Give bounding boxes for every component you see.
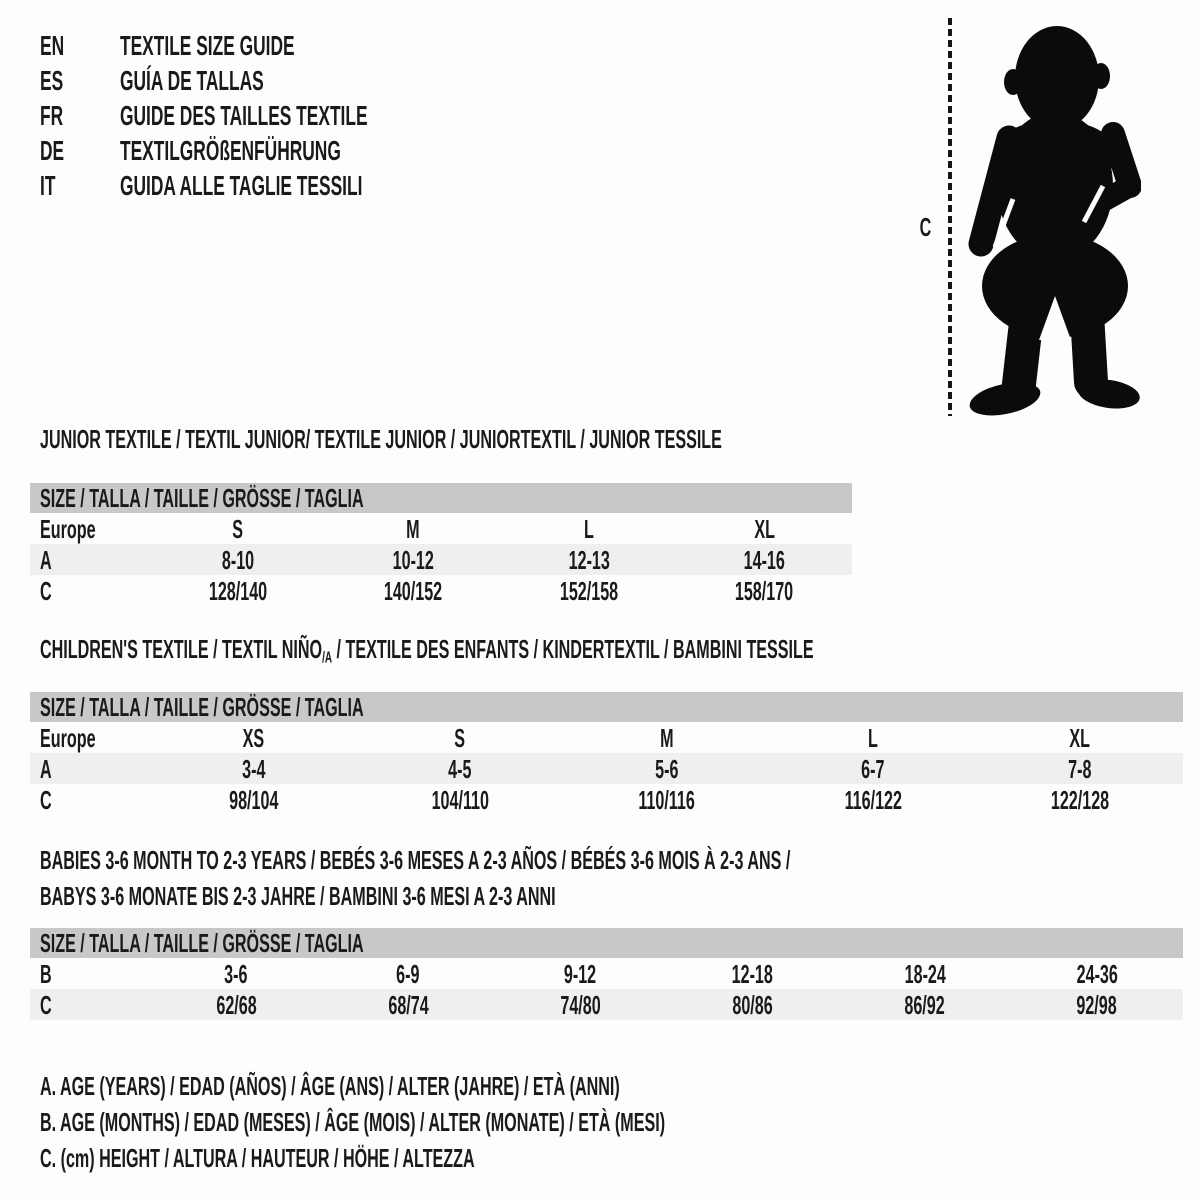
babies-section-title-line1: BABIES 3-6 MONTH TO 2-3 YEARS / BEBÉS 3-6 MESES A 2-3 AÑOS / BÉBÉS 3-6 MOIS À 2-3 ANS /: [40, 845, 791, 875]
babies-age-months-row: [30, 958, 1183, 989]
footnote-height-cm: C. (cm) HEIGHT / ALTURA / HAUTEUR / HÖHE / ALTEZZA: [40, 1143, 475, 1173]
lang-row-it: [40, 168, 519, 203]
lang-row-de: [40, 133, 519, 168]
footnote-age-months: B. AGE (MONTHS) / EDAD (MESES) / ÂGE (MOIS) / ALTER (MONATE) / ETÀ (MESI): [40, 1107, 666, 1137]
lang-code-fr: FR: [40, 99, 64, 131]
children-height-row: [30, 784, 1183, 815]
age-value: 12-13: [568, 544, 610, 575]
babies-height-row: [30, 989, 1183, 1020]
row-label: A: [40, 544, 52, 575]
height-value: 98/104: [228, 784, 278, 815]
age-value: 8-10: [221, 544, 254, 575]
age-value: 10-12: [392, 544, 434, 575]
lang-title-es: GUÍA DE TALLAS: [120, 64, 264, 96]
age-value: 14-16: [743, 544, 785, 575]
lang-row-es: [40, 63, 519, 98]
lang-title-de: TEXTILGRÖßENFÜHRUNG: [120, 134, 341, 166]
height-value: 62/68: [215, 989, 257, 1020]
lang-title-fr: GUIDE DES TAILLES TEXTILE: [120, 99, 368, 131]
age-value: 7-8: [1068, 753, 1092, 784]
children-size-bar: SIZE / TALLA / TAILLE / GRÖSSE / TAGLIA: [30, 692, 1183, 722]
size-value: XL: [1069, 722, 1090, 753]
junior-age-row: [30, 544, 852, 575]
toddler-silhouette-icon: [965, 14, 1141, 420]
height-value: 158/170: [735, 575, 794, 606]
row-label: C: [40, 989, 52, 1020]
nino-a-subscript: /A: [322, 648, 333, 667]
height-measure-label: C: [919, 212, 931, 242]
junior-size-table: [30, 483, 852, 606]
size-value: XS: [242, 722, 265, 753]
height-value: 152/158: [559, 575, 618, 606]
lang-code-es: ES: [40, 64, 64, 96]
age-value: 3-4: [241, 753, 265, 784]
size-value: XL: [753, 513, 775, 544]
height-value: 86/92: [904, 989, 945, 1020]
size-value: M: [659, 722, 674, 753]
size-value: L: [583, 513, 594, 544]
height-value: 68/74: [388, 989, 429, 1020]
age-value: 4-5: [448, 753, 472, 784]
row-label: A: [40, 753, 52, 784]
age-months-value: 24-36: [1076, 958, 1118, 989]
lang-code-it: IT: [40, 169, 56, 201]
lang-row-fr: [40, 98, 519, 133]
babies-size-table: [30, 928, 1183, 1020]
junior-size-bar: SIZE / TALLA / TAILLE / GRÖSSE / TAGLIA: [30, 483, 852, 513]
junior-europe-row: [30, 513, 852, 544]
height-value: 92/98: [1076, 989, 1118, 1020]
row-label: B: [40, 958, 52, 989]
row-label: Europe: [40, 722, 96, 753]
age-months-value: 18-24: [904, 958, 946, 989]
children-size-table: [30, 692, 1183, 815]
size-value: S: [232, 513, 244, 544]
height-value: 128/140: [208, 575, 267, 606]
children-age-row: [30, 753, 1183, 784]
age-months-value: 3-6: [224, 958, 248, 989]
footnote-age-years: A. AGE (YEARS) / EDAD (AÑOS) / ÂGE (ANS) / ALTER (JAHRE) / ETÀ (ANNI): [40, 1071, 620, 1101]
height-value: 122/128: [1050, 784, 1109, 815]
age-months-value: 12-18: [731, 958, 774, 989]
children-europe-row: [30, 722, 1183, 753]
footnotes: [40, 1068, 1048, 1176]
row-label: Europe: [40, 513, 96, 544]
junior-section-title: JUNIOR TEXTILE / TEXTIL JUNIOR/ TEXTILE JUNIOR / JUNIORTEXTIL / JUNIOR TESSILE: [40, 424, 722, 454]
junior-height-row: [30, 575, 852, 606]
children-section-title: CHILDREN'S TEXTILE / TEXTIL NIÑO/A / TEXTILE DES ENFANTS / KINDERTEXTIL / BAMBINI TESSILE: [40, 633, 814, 667]
height-value: 110/116: [638, 784, 695, 815]
lang-title-en: TEXTILE SIZE GUIDE: [120, 29, 295, 61]
size-value: M: [406, 513, 420, 544]
height-measure-dashed-line: [948, 18, 952, 416]
row-label: C: [40, 575, 52, 606]
lang-code-de: DE: [40, 134, 65, 166]
age-value: 6-7: [861, 753, 885, 784]
language-header: [40, 28, 519, 203]
babies-section-title-line2: BABYS 3-6 MONATE BIS 2-3 JAHRE / BAMBINI 3-6 MESI A 2-3 ANNI: [40, 881, 556, 911]
height-value: 104/110: [431, 784, 489, 815]
age-value: 5-6: [654, 753, 679, 784]
height-value: 74/80: [560, 989, 601, 1020]
height-value: 116/122: [844, 784, 902, 815]
babies-size-bar: SIZE / TALLA / TAILLE / GRÖSSE / TAGLIA: [30, 928, 1183, 958]
age-months-value: 6-9: [396, 958, 420, 989]
size-value: S: [454, 722, 466, 753]
lang-title-it: GUIDA ALLE TAGLIE TESSILI: [120, 169, 363, 201]
height-value: 80/86: [732, 989, 773, 1020]
lang-row-en: [40, 28, 519, 63]
row-label: C: [40, 784, 52, 815]
age-months-value: 9-12: [564, 958, 597, 989]
height-value: 140/152: [384, 575, 443, 606]
size-value: L: [868, 722, 878, 753]
lang-code-en: EN: [40, 29, 65, 61]
